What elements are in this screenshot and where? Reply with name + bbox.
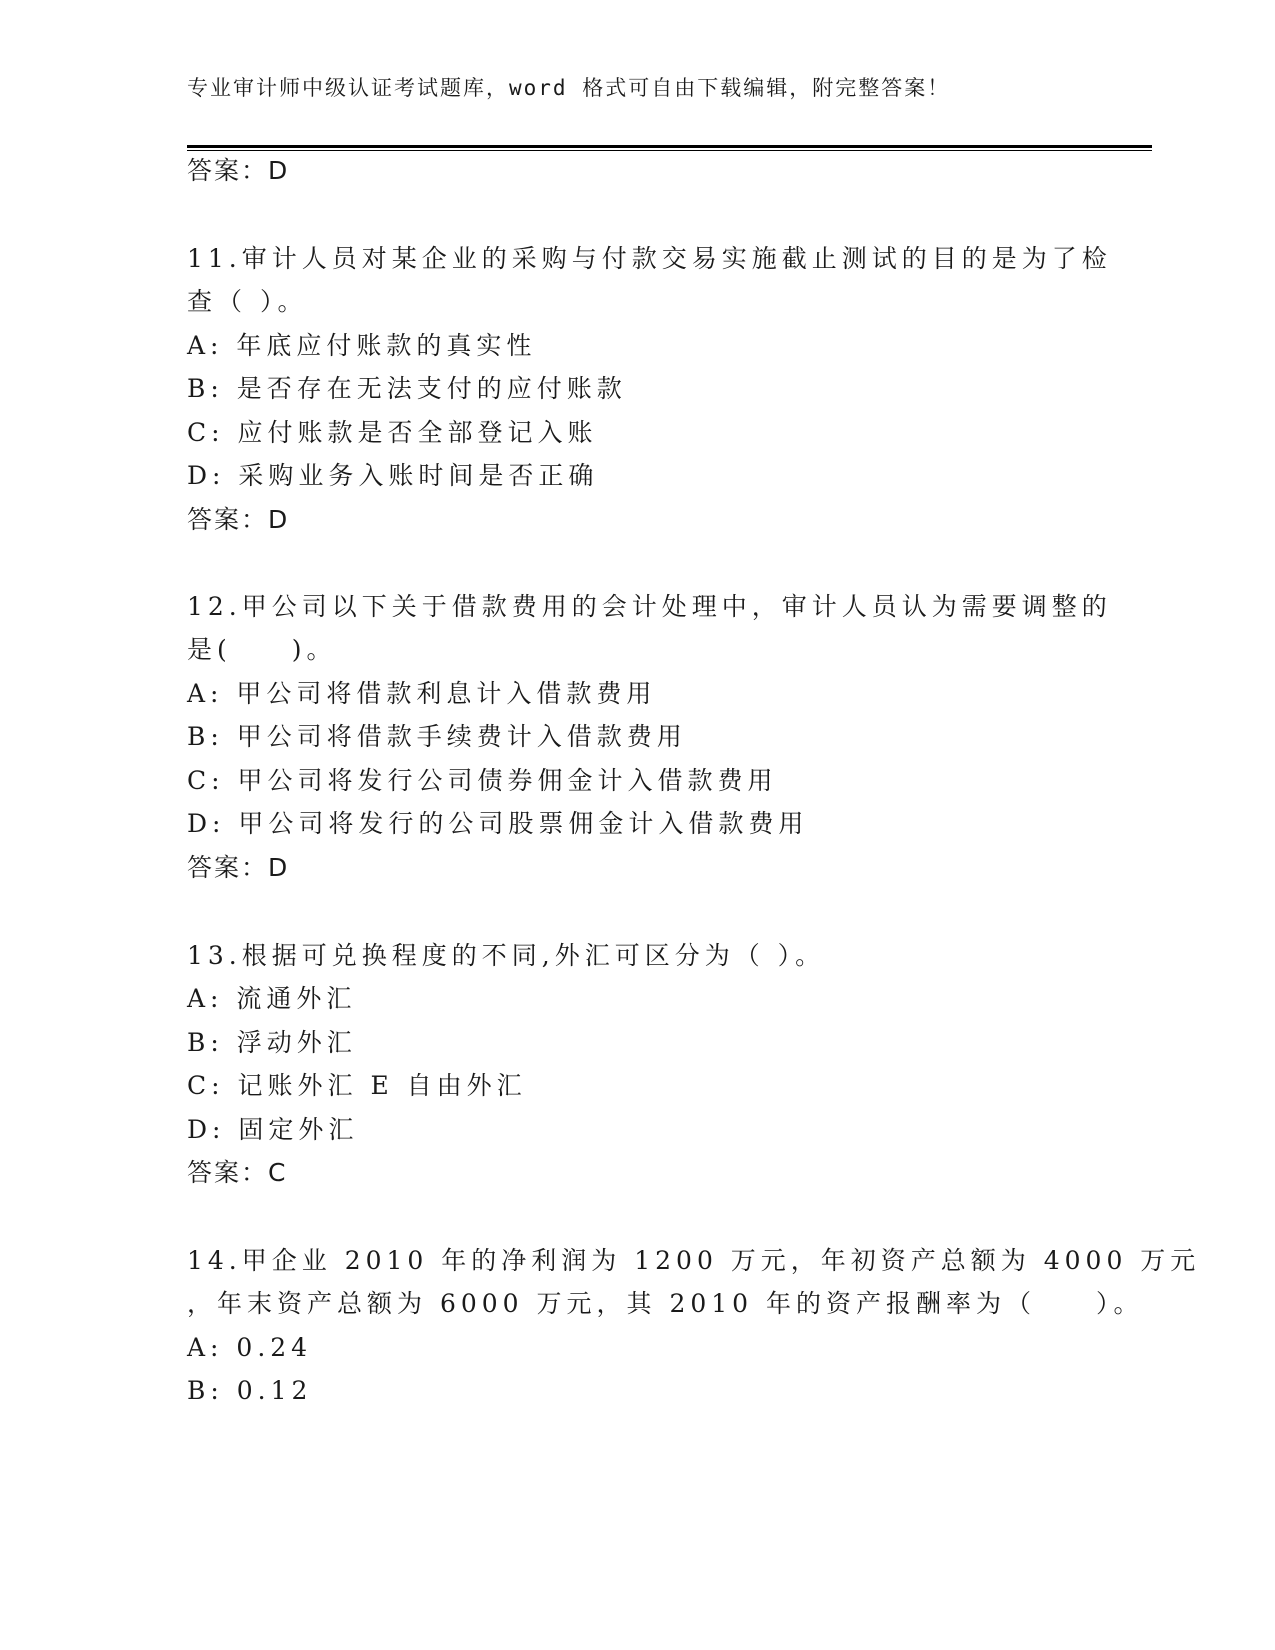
option-b: B: 是否存在无法支付的应付账款 bbox=[187, 374, 627, 403]
header-divider-thick bbox=[187, 145, 1152, 148]
question-stem-continued: 是( )。 bbox=[187, 635, 337, 664]
question-stem-continued: ，年末资产总额为 6000 万元，其 2010 年的资产报酬率为（ ）。 bbox=[187, 1289, 1144, 1318]
question-stem: 14.甲企业 2010 年的净利润为 1200 万元，年初资产总额为 4000 万元 bbox=[187, 1246, 1201, 1275]
header-divider-thin bbox=[187, 150, 1152, 151]
option-b: B: 浮动外汇 bbox=[187, 1028, 357, 1057]
answer-label: 答案：D bbox=[187, 505, 290, 534]
answer-label: 答案：D bbox=[187, 853, 290, 882]
question-stem: 13.根据可兑换程度的不同,外汇可区分为（ ）。 bbox=[187, 941, 826, 970]
option-a: A: 年底应付账款的真实性 bbox=[187, 331, 537, 360]
option-c: C: 甲公司将发行公司债券佣金计入借款费用 bbox=[187, 766, 778, 795]
option-d: D: 甲公司将发行的公司股票佣金计入借款费用 bbox=[187, 809, 809, 838]
option-a: A: 甲公司将借款利息计入借款费用 bbox=[187, 679, 657, 708]
option-d: D: 固定外汇 bbox=[187, 1115, 359, 1144]
option-c: C: 记账外汇 E 自由外汇 bbox=[187, 1071, 527, 1100]
option-b: B: 0.12 bbox=[187, 1376, 313, 1405]
question-stem: 12.甲公司以下关于借款费用的会计处理中，审计人员认为需要调整的 bbox=[187, 592, 1112, 621]
option-b: B: 甲公司将借款手续费计入借款费用 bbox=[187, 722, 687, 751]
option-a: A: 0.24 bbox=[187, 1333, 313, 1362]
answer-label: 答案：D bbox=[187, 156, 290, 185]
option-d: D: 采购业务入账时间是否正确 bbox=[187, 461, 599, 490]
option-c: C: 应付账款是否全部登记入账 bbox=[187, 418, 598, 447]
question-stem: 11.审计人员对某企业的采购与付款交易实施截止测试的目的是为了检 bbox=[187, 244, 1112, 273]
option-a: A: 流通外汇 bbox=[187, 984, 357, 1013]
question-stem-continued: 查（ ）。 bbox=[187, 287, 308, 316]
page-header: 专业审计师中级认证考试题库，word 格式可自由下载编辑，附完整答案！ bbox=[187, 76, 951, 100]
answer-label: 答案：C bbox=[187, 1158, 288, 1187]
